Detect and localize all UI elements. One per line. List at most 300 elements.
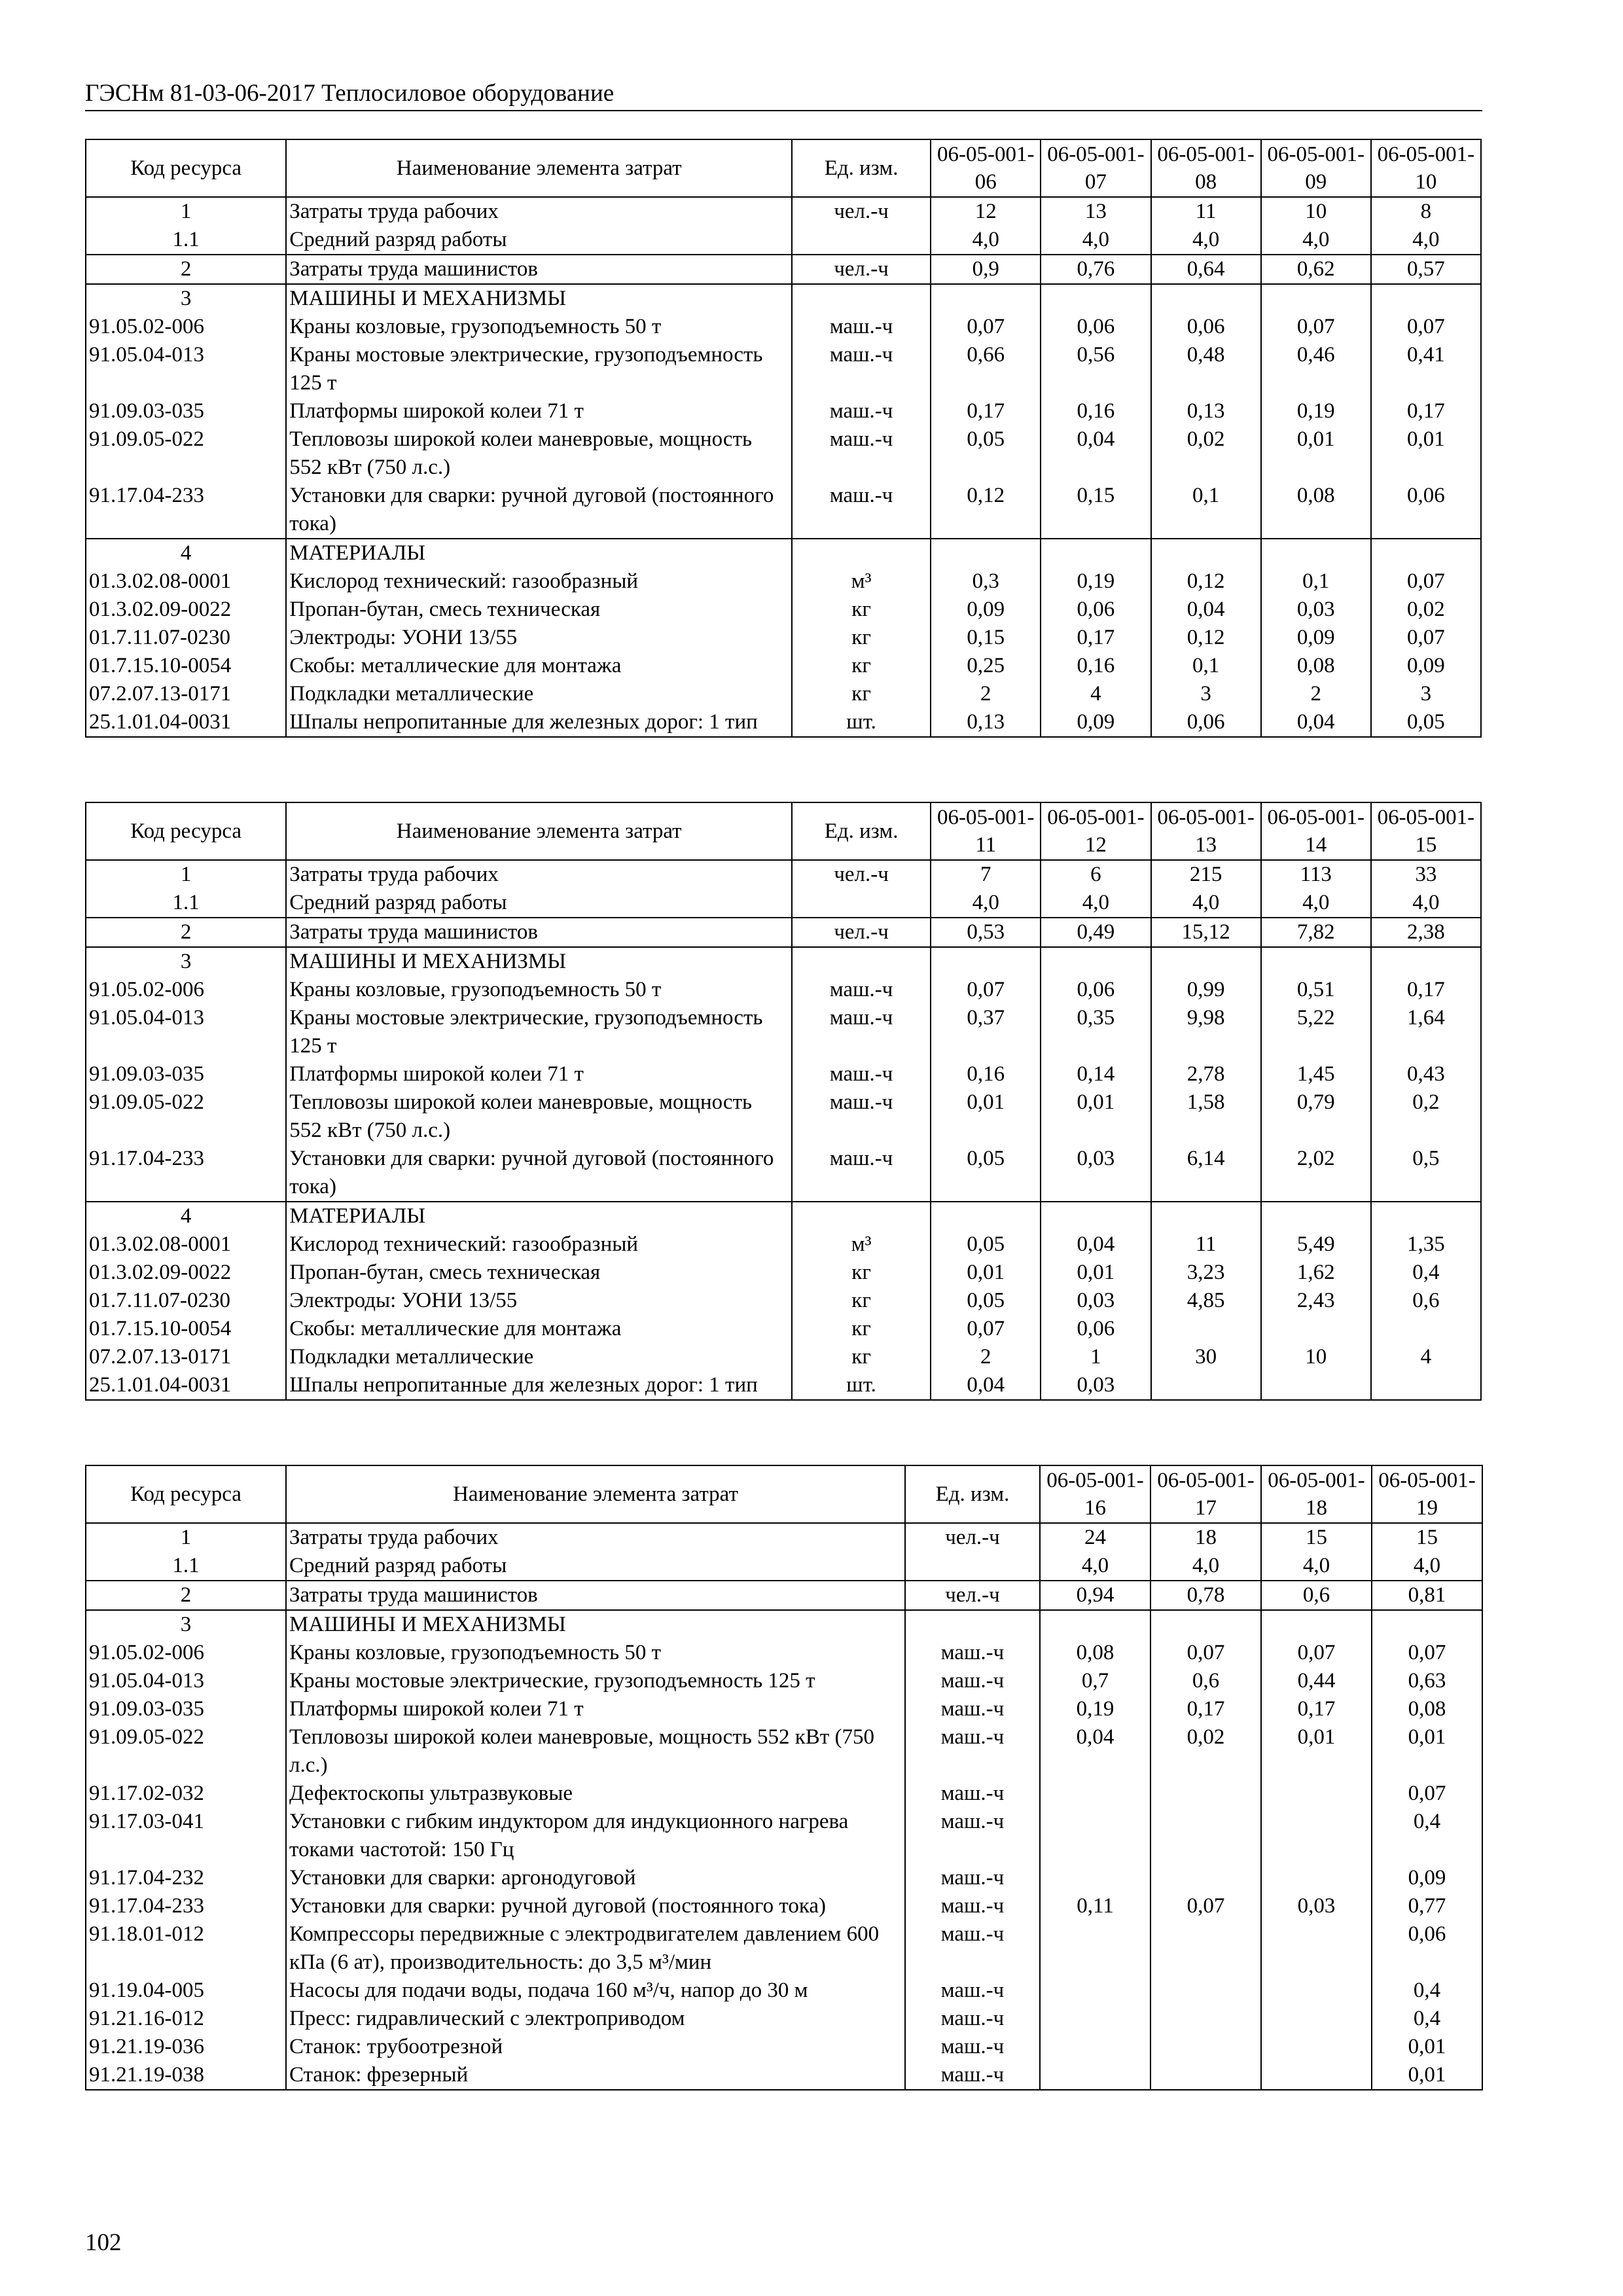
resource-unit: чел.-ч — [905, 1581, 1040, 1610]
resource-unit: маш.-ч — [905, 1780, 1040, 1808]
norm-value: 0,08 — [1261, 482, 1371, 539]
resource-unit — [905, 1552, 1040, 1581]
norm-value: 4,0 — [1151, 889, 1261, 918]
norm-value: 2,38 — [1371, 918, 1481, 947]
resource-code: 91.05.04-013 — [86, 1004, 286, 1060]
norm-value — [931, 539, 1041, 567]
norm-value: 0,43 — [1371, 1060, 1481, 1088]
resource-name: МАШИНЫ И МЕХАНИЗМЫ — [286, 284, 792, 313]
resource-name: Электроды: УОНИ 13/55 — [286, 624, 792, 652]
norm-value — [1040, 2033, 1150, 2061]
norm-value — [1040, 1780, 1150, 1808]
resource-name: Кислород технический: газообразный — [286, 567, 792, 596]
table-row — [86, 397, 1481, 425]
header-norm-code: 06-05-001-18 — [1261, 1465, 1372, 1523]
resource-name: МАТЕРИАЛЫ — [286, 1202, 792, 1230]
norm-value: 0,06 — [1041, 313, 1150, 341]
resource-code: 91.05.04-013 — [86, 341, 286, 397]
norm-value: 15,12 — [1151, 918, 1261, 947]
table-row — [86, 1610, 1482, 1639]
resource-unit: кг — [792, 1343, 931, 1371]
resource-name: Краны мостовые электрические, грузоподъемность 125 т — [286, 1004, 792, 1060]
norm-value: 0,03 — [1261, 596, 1371, 624]
resource-code: 3 — [86, 284, 286, 313]
norm-value — [1150, 1808, 1261, 1864]
norm-value: 0,12 — [1151, 567, 1261, 596]
resource-code: 91.09.05-022 — [86, 1723, 286, 1780]
resource-name: Затраты труда рабочих — [286, 1523, 905, 1552]
resource-code: 91.18.01-012 — [86, 1920, 286, 1977]
norm-value: 33 — [1371, 860, 1481, 889]
header-code: Код ресурса — [86, 1465, 286, 1523]
table-row — [86, 1202, 1481, 1230]
norm-value: 12 — [931, 197, 1041, 226]
norm-value: 0,5 — [1371, 1145, 1481, 1202]
resource-unit: кг — [792, 596, 931, 624]
table-header-row — [86, 802, 1481, 860]
norm-value: 0,4 — [1371, 1259, 1481, 1287]
norm-value: 2 — [931, 680, 1041, 708]
norm-value: 0,11 — [1040, 1892, 1150, 1920]
resource-unit — [792, 539, 931, 567]
resource-unit: кг — [792, 652, 931, 680]
norm-value: 0,6 — [1371, 1287, 1481, 1315]
norm-value — [1150, 2005, 1261, 2033]
table-row — [86, 2033, 1482, 2061]
resource-unit: маш.-ч — [792, 1145, 931, 1202]
norm-value — [1150, 1780, 1261, 1808]
norm-value: 0,77 — [1372, 1892, 1482, 1920]
resource-name: Затраты труда машинистов — [286, 918, 792, 947]
resource-unit: маш.-ч — [905, 2033, 1040, 2061]
header-norm-code: 06-05-001-13 — [1151, 802, 1261, 860]
resource-code: 07.2.07.13-0171 — [86, 680, 286, 708]
norm-value: 4,85 — [1151, 1287, 1261, 1315]
resource-code: 91.17.04-232 — [86, 1864, 286, 1892]
resource-unit: маш.-ч — [905, 1639, 1040, 1667]
norm-value: 4 — [1041, 680, 1150, 708]
resource-name: Установки с гибким индуктором для индукционного нагрева токами частотой: 150 Гц — [286, 1808, 905, 1864]
norm-value: 3 — [1151, 680, 1261, 708]
table-row — [86, 708, 1481, 737]
resource-code: 91.05.02-006 — [86, 313, 286, 341]
norm-value: 0,03 — [1041, 1145, 1150, 1202]
norm-value — [1041, 284, 1150, 313]
header-norm-code: 06-05-001-17 — [1150, 1465, 1261, 1523]
table-row — [86, 1552, 1482, 1581]
norm-value: 0,49 — [1041, 918, 1150, 947]
resource-name: Шпалы непропитанные для железных дорог: 1 тип — [286, 1371, 792, 1400]
norm-value: 18 — [1150, 1523, 1261, 1552]
header-unit: Ед. изм. — [792, 802, 931, 860]
norm-value: 4,0 — [931, 226, 1041, 255]
norm-value — [1150, 1864, 1261, 1892]
resource-unit: кг — [792, 624, 931, 652]
norm-value: 0,02 — [1151, 425, 1261, 482]
norm-value: 0,12 — [1151, 624, 1261, 652]
header-norm-code: 06-05-001-15 — [1371, 802, 1481, 860]
norm-value — [1261, 1808, 1372, 1864]
norm-value: 3,23 — [1151, 1259, 1261, 1287]
norm-value — [1040, 1808, 1150, 1864]
resource-code: 91.21.16-012 — [86, 2005, 286, 2033]
norm-value — [1261, 1977, 1372, 2005]
table-row — [86, 1343, 1481, 1371]
resource-code: 01.3.02.09-0022 — [86, 596, 286, 624]
norm-value — [1151, 1202, 1261, 1230]
resource-name: Средний разряд работы — [286, 889, 792, 918]
norm-value: 10 — [1261, 197, 1371, 226]
norm-value: 0,09 — [1041, 708, 1150, 737]
table-row — [86, 1523, 1482, 1552]
resource-name: Станок: трубоотрезной — [286, 2033, 905, 2061]
resource-name: Краны мостовые электрические, грузоподъемность 125 т — [286, 1667, 905, 1695]
resource-table-1 — [85, 139, 1482, 738]
norm-value: 4 — [1371, 1343, 1481, 1371]
table-row — [86, 1667, 1482, 1695]
norm-value — [1261, 2005, 1372, 2033]
norm-value: 0,1 — [1151, 652, 1261, 680]
norm-value: 1,35 — [1371, 1230, 1481, 1259]
norm-value: 0,01 — [1371, 425, 1481, 482]
resource-name: Затраты труда машинистов — [286, 255, 792, 284]
norm-value — [1372, 1610, 1482, 1639]
resource-code: 4 — [86, 539, 286, 567]
norm-value — [1040, 1610, 1150, 1639]
norm-value: 0,05 — [931, 1145, 1041, 1202]
table-row — [86, 860, 1481, 889]
norm-value — [1040, 2005, 1150, 2033]
resource-unit — [792, 226, 931, 255]
norm-value — [1371, 284, 1481, 313]
header-norm-code: 06-05-001-10 — [1371, 139, 1481, 197]
norm-value — [1261, 947, 1371, 976]
resource-name: Краны мостовые электрические, грузоподъемность 125 т — [286, 341, 792, 397]
header-norm-code: 06-05-001-16 — [1040, 1465, 1150, 1523]
norm-value: 0,19 — [1041, 567, 1150, 596]
resource-code: 2 — [86, 255, 286, 284]
header-norm-code: 06-05-001-14 — [1261, 802, 1371, 860]
resource-unit — [792, 284, 931, 313]
resource-name: Тепловозы широкой колеи маневровые, мощность 552 кВт (750 л.с.) — [286, 1088, 792, 1145]
resource-name: Подкладки металлические — [286, 680, 792, 708]
header-name: Наименование элемента затрат — [286, 139, 792, 197]
norm-value: 0,08 — [1372, 1695, 1482, 1723]
norm-value: 24 — [1040, 1523, 1150, 1552]
resource-unit: маш.-ч — [905, 1667, 1040, 1695]
norm-value: 0,06 — [1151, 313, 1261, 341]
resource-code: 91.21.19-038 — [86, 2061, 286, 2090]
table-row — [86, 539, 1481, 567]
resource-code: 91.17.04-233 — [86, 482, 286, 539]
norm-value: 0,35 — [1041, 1004, 1150, 1060]
norm-value: 0,9 — [931, 255, 1041, 284]
norm-value: 0,04 — [1040, 1723, 1150, 1780]
resource-name: Пропан-бутан, смесь техническая — [286, 596, 792, 624]
resource-unit: маш.-ч — [792, 976, 931, 1004]
norm-value: 0,05 — [931, 1230, 1041, 1259]
norm-value: 0,17 — [1371, 976, 1481, 1004]
table-row — [86, 284, 1481, 313]
norm-value — [1150, 2033, 1261, 2061]
table-row — [86, 1060, 1481, 1088]
resource-unit: шт. — [792, 1371, 931, 1400]
resource-unit: маш.-ч — [792, 1004, 931, 1060]
norm-value — [1371, 1202, 1481, 1230]
table-row — [86, 255, 1481, 284]
norm-value: 0,08 — [1040, 1639, 1150, 1667]
resource-code: 91.09.03-035 — [86, 1695, 286, 1723]
norm-value: 0,19 — [1261, 397, 1371, 425]
resource-unit: маш.-ч — [905, 1723, 1040, 1780]
norm-value — [1261, 1920, 1372, 1977]
header-norm-code: 06-05-001-19 — [1372, 1465, 1482, 1523]
norm-value: 4,0 — [1372, 1552, 1482, 1581]
table-row — [86, 596, 1481, 624]
norm-value: 0,07 — [1372, 1780, 1482, 1808]
norm-value: 0,07 — [1372, 1639, 1482, 1667]
norm-value — [1261, 2061, 1372, 2090]
resource-code: 01.3.02.08-0001 — [86, 567, 286, 596]
norm-value — [1150, 2061, 1261, 2090]
norm-value: 0,01 — [1041, 1259, 1150, 1287]
norm-value: 15 — [1372, 1523, 1482, 1552]
resource-table-2 — [85, 802, 1482, 1401]
norm-value: 0,2 — [1371, 1088, 1481, 1145]
norm-value: 0,17 — [1371, 397, 1481, 425]
resource-code: 91.05.02-006 — [86, 976, 286, 1004]
resource-unit: чел.-ч — [905, 1523, 1040, 1552]
resource-name: Затраты труда машинистов — [286, 1581, 905, 1610]
table-row — [86, 1004, 1481, 1060]
norm-value: 2 — [1261, 680, 1371, 708]
norm-value: 2,78 — [1151, 1060, 1261, 1088]
resource-code: 3 — [86, 1610, 286, 1639]
resource-name: МАТЕРИАЛЫ — [286, 539, 792, 567]
norm-value: 0,04 — [1151, 596, 1261, 624]
header-code: Код ресурса — [86, 802, 286, 860]
norm-value: 5,49 — [1261, 1230, 1371, 1259]
norm-value: 0,14 — [1041, 1060, 1150, 1088]
norm-value: 0,03 — [1261, 1892, 1372, 1920]
norm-value: 0,05 — [931, 1287, 1041, 1315]
norm-value: 0,48 — [1151, 341, 1261, 397]
resource-unit: чел.-ч — [792, 918, 931, 947]
norm-value: 4,0 — [1150, 1552, 1261, 1581]
norm-value: 0,13 — [1151, 397, 1261, 425]
resource-name: МАШИНЫ И МЕХАНИЗМЫ — [286, 947, 792, 976]
resource-code: 91.17.02-032 — [86, 1780, 286, 1808]
norm-value: 0,06 — [1372, 1920, 1482, 1977]
norm-value: 7 — [931, 860, 1041, 889]
table-row — [86, 1808, 1482, 1864]
table-row — [86, 1088, 1481, 1145]
norm-value: 0,46 — [1261, 341, 1371, 397]
norm-value — [1151, 1371, 1261, 1400]
resource-name: Средний разряд работы — [286, 226, 792, 255]
resource-unit: маш.-ч — [905, 2005, 1040, 2033]
norm-value: 0,41 — [1371, 341, 1481, 397]
norm-value — [1041, 1202, 1150, 1230]
norm-value: 0,04 — [1261, 708, 1371, 737]
norm-value: 0,44 — [1261, 1667, 1372, 1695]
resource-unit: чел.-ч — [792, 255, 931, 284]
resource-unit: маш.-ч — [792, 397, 931, 425]
norm-value: 13 — [1041, 197, 1150, 226]
norm-value: 0,4 — [1372, 2005, 1482, 2033]
table-row — [86, 1920, 1482, 1977]
header-norm-code: 06-05-001-06 — [931, 139, 1041, 197]
norm-value: 6 — [1041, 860, 1150, 889]
norm-value: 1,62 — [1261, 1259, 1371, 1287]
resource-code: 3 — [86, 947, 286, 976]
resource-code: 91.17.04-233 — [86, 1892, 286, 1920]
norm-value: 7,82 — [1261, 918, 1371, 947]
table-row — [86, 1780, 1482, 1808]
norm-value: 4,0 — [1041, 226, 1150, 255]
resource-name: Затраты труда рабочих — [286, 197, 792, 226]
resource-unit: кг — [792, 1287, 931, 1315]
resource-code: 91.19.04-005 — [86, 1977, 286, 2005]
resource-unit: маш.-ч — [905, 1977, 1040, 2005]
header-norm-code: 06-05-001-07 — [1041, 139, 1150, 197]
norm-value: 0,07 — [1371, 624, 1481, 652]
norm-value: 0,6 — [1150, 1667, 1261, 1695]
norm-value — [1151, 1315, 1261, 1343]
norm-value — [1151, 539, 1261, 567]
norm-value: 0,06 — [1371, 482, 1481, 539]
resource-name: Электроды: УОНИ 13/55 — [286, 1287, 792, 1315]
norm-value: 0,07 — [1261, 1639, 1372, 1667]
resource-name: Затраты труда рабочих — [286, 860, 792, 889]
norm-value: 4,0 — [1261, 226, 1371, 255]
norm-value: 1 — [1041, 1343, 1150, 1371]
norm-value: 0,02 — [1371, 596, 1481, 624]
norm-value: 0,07 — [931, 313, 1041, 341]
norm-value: 11 — [1151, 1230, 1261, 1259]
resource-name: Установки для сварки: ручной дуговой (постоянного тока) — [286, 482, 792, 539]
resource-code: 01.3.02.08-0001 — [86, 1230, 286, 1259]
resource-name: Установки для сварки: ручной дуговой (постоянного тока) — [286, 1892, 905, 1920]
page-header: ГЭСНм 81-03-06-2017 Теплосиловое оборудование — [85, 77, 1482, 111]
norm-value: 0,19 — [1040, 1695, 1150, 1723]
norm-value — [1041, 539, 1150, 567]
resource-code: 91.21.19-036 — [86, 2033, 286, 2061]
resource-code: 25.1.01.04-0031 — [86, 1371, 286, 1400]
norm-value: 8 — [1371, 197, 1481, 226]
table-row — [86, 1977, 1482, 2005]
resource-unit: маш.-ч — [905, 1808, 1040, 1864]
norm-value — [1261, 539, 1371, 567]
norm-value: 0,01 — [931, 1259, 1041, 1287]
resource-unit: маш.-ч — [792, 1088, 931, 1145]
norm-value: 215 — [1151, 860, 1261, 889]
norm-value — [1150, 1920, 1261, 1977]
resource-name: Подкладки металлические — [286, 1343, 792, 1371]
norm-value: 0,25 — [931, 652, 1041, 680]
norm-value: 2,02 — [1261, 1145, 1371, 1202]
norm-value: 0,17 — [931, 397, 1041, 425]
norm-value: 0,07 — [1261, 313, 1371, 341]
norm-value: 2 — [931, 1343, 1041, 1371]
table-row — [86, 2005, 1482, 2033]
header-name: Наименование элемента затрат — [286, 1465, 905, 1523]
table-header-row — [86, 139, 1481, 197]
norm-value: 0,13 — [931, 708, 1041, 737]
norm-value: 0,17 — [1261, 1695, 1372, 1723]
norm-value: 113 — [1261, 860, 1371, 889]
resource-unit: м³ — [792, 1230, 931, 1259]
norm-value — [1150, 1610, 1261, 1639]
resource-name: Платформы широкой колеи 71 т — [286, 1060, 792, 1088]
norm-value — [1371, 1315, 1481, 1343]
table-row — [86, 1371, 1481, 1400]
table-row — [86, 1287, 1481, 1315]
norm-value: 0,64 — [1151, 255, 1261, 284]
norm-value: 0,01 — [931, 1088, 1041, 1145]
norm-value: 0,04 — [1041, 1230, 1150, 1259]
norm-value: 0,01 — [1372, 2061, 1482, 2090]
norm-value: 0,63 — [1372, 1667, 1482, 1695]
table-row — [86, 1639, 1482, 1667]
resource-code: 1.1 — [86, 889, 286, 918]
norm-value: 1,58 — [1151, 1088, 1261, 1145]
norm-value — [1151, 947, 1261, 976]
resource-name: Краны козловые, грузоподъемность 50 т — [286, 313, 792, 341]
norm-value: 0,06 — [1041, 1315, 1150, 1343]
norm-value: 0,56 — [1041, 341, 1150, 397]
norm-value: 0,79 — [1261, 1088, 1371, 1145]
resource-code: 91.17.04-233 — [86, 1145, 286, 1202]
resource-code: 01.7.15.10-0054 — [86, 652, 286, 680]
resource-code: 91.09.05-022 — [86, 425, 286, 482]
norm-value: 9,98 — [1151, 1004, 1261, 1060]
table-row — [86, 226, 1481, 255]
table-row — [86, 1723, 1482, 1780]
norm-value: 1,45 — [1261, 1060, 1371, 1088]
norm-value: 0,03 — [1041, 1287, 1150, 1315]
header-name: Наименование элемента затрат — [286, 802, 792, 860]
norm-value: 0,02 — [1150, 1723, 1261, 1780]
resource-name: Тепловозы широкой колеи маневровые, мощность 552 кВт (750 л.с.) — [286, 1723, 905, 1780]
norm-value: 0,66 — [931, 341, 1041, 397]
norm-value — [1261, 1202, 1371, 1230]
resource-code: 1 — [86, 197, 286, 226]
resource-unit — [792, 947, 931, 976]
norm-value: 0,07 — [931, 1315, 1041, 1343]
table-row — [86, 1259, 1481, 1287]
resource-code: 91.09.03-035 — [86, 397, 286, 425]
resource-name: Скобы: металлические для монтажа — [286, 652, 792, 680]
table-row — [86, 680, 1481, 708]
table-row — [86, 567, 1481, 596]
norm-value — [1040, 1864, 1150, 1892]
norm-value — [1261, 284, 1371, 313]
norm-value: 0,6 — [1261, 1581, 1372, 1610]
norm-value: 0,94 — [1040, 1581, 1150, 1610]
norm-value: 0,15 — [931, 624, 1041, 652]
table-row — [86, 976, 1481, 1004]
header-unit: Ед. изм. — [905, 1465, 1040, 1523]
resource-name: Скобы: металлические для монтажа — [286, 1315, 792, 1343]
norm-value: 0,7 — [1040, 1667, 1150, 1695]
header-code: Код ресурса — [86, 139, 286, 197]
resource-unit: маш.-ч — [905, 1920, 1040, 1977]
resource-name: Установки для сварки: аргонодуговой — [286, 1864, 905, 1892]
norm-value — [1371, 1371, 1481, 1400]
norm-value: 0,17 — [1150, 1695, 1261, 1723]
resource-code: 1 — [86, 860, 286, 889]
